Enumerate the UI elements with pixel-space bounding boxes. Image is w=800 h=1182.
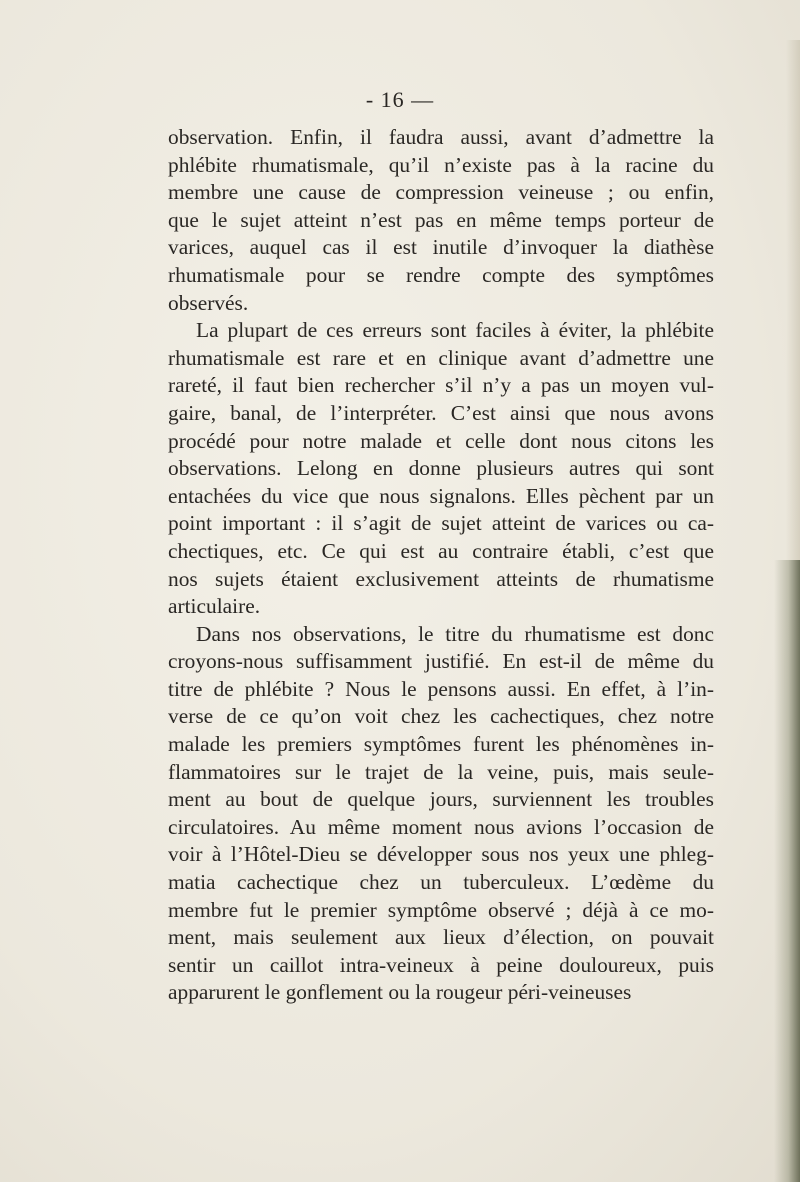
text-line: membre une cause de compression veineuse ; ou enfin, [168,180,714,205]
text-line: membre fut le premier symptôme observé ; déjà à ce mo- [168,897,714,922]
text-line: malade les premiers symptômes furent les phénomènes in- [168,732,714,757]
text-line: circulatoires. Au même moment nous avions l’occasion de [168,814,714,839]
text-line: observation. Enfin, il faudra aussi, avant d’admettre la [168,125,714,149]
text-line: rareté, il faut bien rechercher s’il n’y a pas un moyen vul- [168,373,714,398]
text-line: observés. [168,290,249,315]
page-number: - 16 — [365,87,435,112]
text-line: rhumatismale pour se rendre compte des symptômes [168,262,714,287]
text-line: flammatoires sur le trajet de la veine, puis, mais seule- [168,759,714,784]
text-line: nos sujets étaient exclusivement atteints de rhumatisme [168,566,714,591]
page-edge-shading [786,40,800,560]
text-line: ment, mais seulement aux lieux d’élection, on pouvait [168,925,714,950]
text-line: sentir un caillot intra-veineux à peine douloureux, puis [168,952,714,977]
text-line: titre de phlébite ? Nous le pensons aussi. En effet, à l’in- [168,676,714,701]
text-line: entachées du vice que nous signalons. Elles pèchent par un [168,483,714,508]
text-line: matia cachectique chez un tuberculeux. L’œdème du [168,870,714,895]
text-line: procédé pour notre malade et celle dont nous citons les [168,428,714,453]
text-line: observations. Lelong en donne plusieurs autres qui sont [168,456,714,481]
text-line: voir à l’Hôtel-Dieu se développer sous nos yeux une phleg- [168,842,714,867]
text-line: varices, auquel cas il est inutile d’invoquer la diathèse [168,235,714,260]
text-line: verse de ce qu’on voit chez les cachectiques, chez notre [168,704,714,729]
text-line: La plupart de ces erreurs sont faciles à éviter, la phlébite [196,318,714,343]
text-line: gaire, banal, de l’interpréter. C’est ainsi que nous avons [168,400,714,425]
page-edge-stain [774,560,800,1182]
text-line: phlébite rhumatismale, qu’il n’existe pas à la racine du [168,152,714,177]
text-line: que le sujet atteint n’est pas en même temps porteur de [168,207,714,232]
text-line: ment au bout de quelque jours, surviennent les troubles [168,787,714,812]
text-line: chectiques, etc. Ce qui est au contraire établi, c’est que [168,538,714,563]
text-line: apparurent le gonflement ou la rougeur péri-veineuses [168,980,632,1005]
text-line: point important : il s’agit de sujet atteint de varices ou ca- [168,511,714,536]
body-text [168,124,714,1007]
text-line: rhumatismale est rare et en clinique avant d’admettre une [168,345,714,370]
text-line: Dans nos observations, le titre du rhumatisme est donc [196,621,714,646]
text-line: croyons-nous suffisamment justifié. En est-il de même du [168,649,714,674]
text-line: articulaire. [168,594,261,619]
